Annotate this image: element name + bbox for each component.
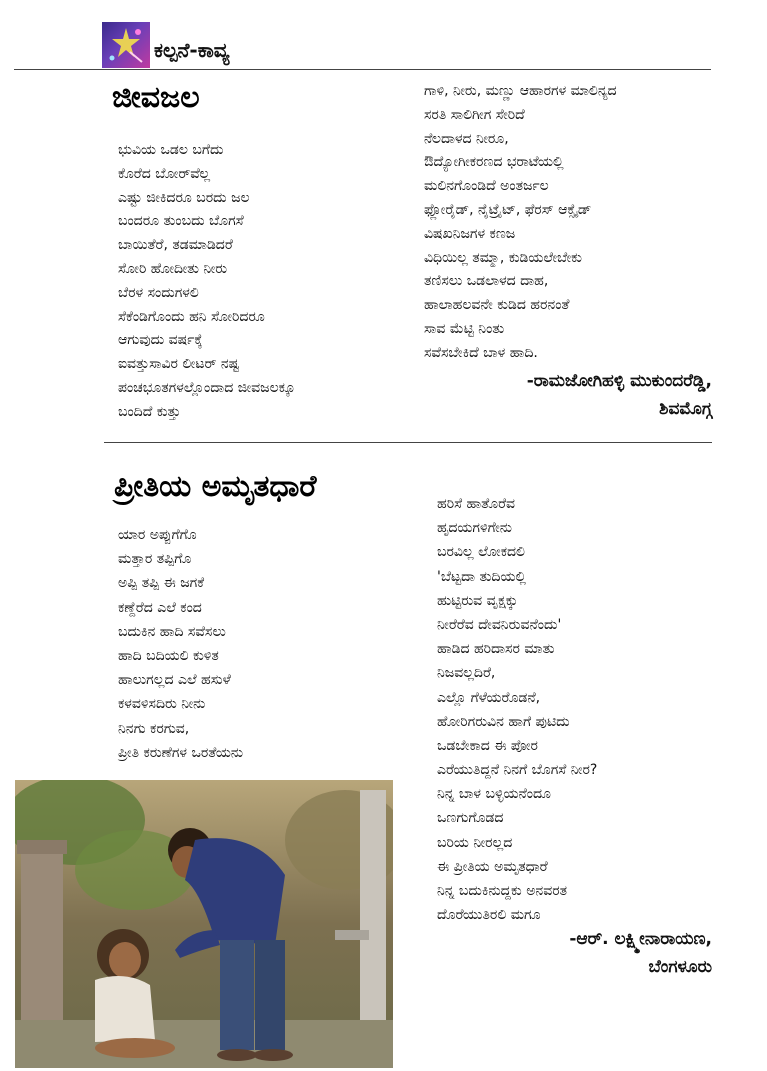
poem-line: ಹಾದಿ ಬದಿಯಲಿ ಕುಳಿತ [118, 647, 219, 664]
poem-line: ಕೊರೆದ ಬೋರ್‌ವೆಲ್ಲ [118, 165, 211, 182]
poem1-column-right [424, 80, 617, 366]
children-water-photo [15, 780, 393, 1068]
poem-line: ಒಡಬೇಕಾದ ಈ ಪೋರ [437, 737, 538, 754]
poem-line: ಹುಟ್ಟಿರುವ ವೃಕ್ಷಕ್ಕು [437, 592, 518, 609]
poem-line: ಪಂಚಭೂತಗಳಲ್ಲೊಂದಾದ ಜೀವಜಲಕ್ಕೂ [118, 379, 296, 396]
poem-line: ಗಾಳಿ, ನೀರು, ಮಣ್ಣು ಆಹಾರಗಳ ಮಾಲಿನ್ಯದ [424, 83, 617, 99]
poem-line: ತಣಿಸಲು ಒಡಲಾಳದ ದಾಹ, [424, 273, 549, 290]
poem-line: ಸೆಕೆಂಡಿಗೊಂದು ಹನಿ ಸೋರಿದರೂ [118, 308, 265, 325]
poem-line: ನೀರೆರೆವ ದೇವನಿರುವನೆಂದು' [437, 616, 562, 633]
poem-line: 'ಬೆಟ್ಟದಾ ತುದಿಯಲ್ಲಿ [437, 568, 527, 585]
poem-line: ಪ್ರೀತಿ ಕರುಣೆಗಳ ಒರತೆಯನು [118, 744, 244, 761]
poem2-column-left [118, 524, 243, 766]
poem-line: ಹಾಡಿದ ಹರಿದಾಸರ ಮಾತು [437, 641, 555, 658]
poem2-credit [440, 925, 712, 981]
poem-line: ಎಲ್ಲೊ ಗೆಳೆಯರೊಡನೆ, [437, 689, 541, 706]
poem-line: ಹರಿಸೆ ಹಾತೊರೆವ [437, 496, 516, 512]
poem-line: ಬರವಿಲ್ಲ ಲೋಕದಲಿ [437, 544, 525, 561]
poem-line: ಹೃದಯಗಳಿಗೇನು [437, 520, 512, 537]
poem-line: ಔದ್ಯೋಗೀಕರಣದ ಭರಾಟೆಯಲ್ಲಿ [424, 154, 564, 171]
poem-line: ವಿಧಿಯಿಲ್ಲ ತಮ್ಮಾ, ಕುಡಿಯಲೇಬೇಕು [424, 249, 582, 266]
poem-line: ಕಣ್ದೆರೆದ ಎಲೆ ಕಂದ [118, 599, 202, 616]
poem-line: ಮಲಿನಗೊಂಡಿದೆ ಅಂತರ್ಜಲ [424, 178, 549, 195]
poem2-author: -ಆರ್. ಲಕ್ಷ್ಮೀನಾರಾಯಣ, [569, 929, 712, 949]
section-divider [104, 442, 712, 443]
poem-line: ಯಾರ ಅಪ್ಪುಗೆಗೊ [118, 527, 197, 543]
poem-line: ಬಾಯಿತೆರೆ, ತಡಮಾಡಿದರೆ [118, 237, 233, 254]
poem-line: ಬಂದಿದೆ ಕುತ್ತು [118, 403, 181, 420]
poem-line: ಬದುಕಿನ ಹಾದಿ ಸವೆಸಲು [118, 623, 226, 640]
poem1-column-left [118, 139, 295, 425]
poem-line: ಬಂದರೂ ತುಂಬದು ಬೊಗಸೆ [118, 213, 244, 230]
poem1-author: -ರಾಮಜೋಗಿಹಳ್ಳಿ ಮುಕುಂದರೆಡ್ಡಿ, [526, 371, 712, 391]
poem1-title: ಜೀವಜಲ [112, 80, 200, 115]
star-burst-icon [102, 22, 150, 68]
section-label: ಕಲ್ಪನೆ-ಕಾವ್ಯ [154, 38, 230, 62]
poem-line: ಆಗುವುದು ವರ್ಷಕ್ಕೆ [118, 332, 203, 349]
poem-line: ಬೆರಳ ಸಂದುಗಳಲಿ [118, 284, 199, 301]
poem-line: ಈ ಪ್ರೀತಿಯ ಅಮೃತಧಾರೆ [437, 858, 548, 875]
poem1-credit [430, 367, 712, 423]
poem-line: ಹಾಲಾಹಲವನೇ ಕುಡಿದ ಹರನಂತೆ [424, 297, 570, 314]
poem-line: ಮತ್ತಾರ ತಪ್ಪಿಗೊ [118, 551, 192, 568]
poem1-place: ಶಿವಮೊಗ್ಗ [659, 399, 712, 419]
poem-line: ಭುವಿಯ ಒಡಲ ಬಗೆದು [118, 142, 224, 158]
poem-line: ಐವತ್ತುಸಾವಿರ ಲೀಟರ್ ನಷ್ಟ [118, 356, 240, 373]
poem-line: ನಿನ್ನ ಬದುಕಿನುದ್ದಕು ಅನವರತ [437, 883, 568, 899]
poem2-column-right [437, 493, 597, 928]
poem-line: ಅಪ್ಪಿ ತಪ್ಪಿ ಈ ಜಗಕೆ [118, 575, 205, 592]
poem-line: ಒಣಗುಗೊಡದ [437, 810, 504, 827]
poem2-place: ಬೆಂಗಳೂರು [648, 957, 712, 977]
poem-line: ಎಷ್ಟು ಜೀಕಿದರೂ ಬರದು ಜಲ [118, 189, 250, 206]
poem-line: ಸವೆಸಬೇಕಿದೆ ಬಾಳ ಹಾದಿ. [424, 344, 538, 361]
poem-line: ನಿನ್ನ ಬಾಳ ಬಳ್ಳಿಯನೆಂದೂ [437, 786, 551, 803]
poem-line: ಎರೆಯುತಿದ್ದನೆ ನಿನಗೆ ಬೊಗಸೆ ನೀರ? [437, 762, 598, 779]
poem-line: ಬರಿಯ ನೀರಲ್ಲದ [437, 834, 513, 851]
poem-line: ಹಾಲುಗಲ್ಲದ ಎಲೆ ಹಸುಳೆ [118, 672, 231, 689]
poem-line: ಫ್ಲೋರೈಡ್, ನೈಟ್ರೈಟ್, ಫೆರಸ್ ಆಕ್ಸೈಡ್ [424, 201, 592, 218]
poem-line: ಕಳವಳಿಸದಿರು ನೀನು [118, 696, 206, 713]
poem-line: ಹೋರಿಗರುವಿನ ಹಾಗೆ ಪುಟಿದು [437, 713, 570, 730]
poem-line: ಸೋರಿ ಹೋದೀತು ನೀರು [118, 260, 228, 277]
poem-line: ನೆಲದಾಳದ ನೀರೂ, [424, 130, 509, 147]
header-divider [14, 69, 711, 70]
poem-line: ದೊರೆಯುತಿರಲಿ ಮಗೂ [437, 907, 541, 924]
poem-line: ವಿಷಖನಿಜಗಳ ಕಣಜ [424, 225, 516, 242]
poem2-title: ಪ್ರೀತಿಯ ಅಮೃತಧಾರೆ [114, 469, 317, 504]
poem-line: ಸಾವ ಮೆಟ್ಟಿ ನಿಂತು [424, 320, 505, 337]
poem-line: ಸರತಿ ಸಾಲಿಗೀಗ ಸೇರಿದೆ [424, 106, 525, 123]
poem-line: ನಿನಗು ಕರಗುವ, [118, 720, 190, 737]
poem-line: ನಿಜವಲ್ಲದಿರೆ, [437, 665, 496, 682]
